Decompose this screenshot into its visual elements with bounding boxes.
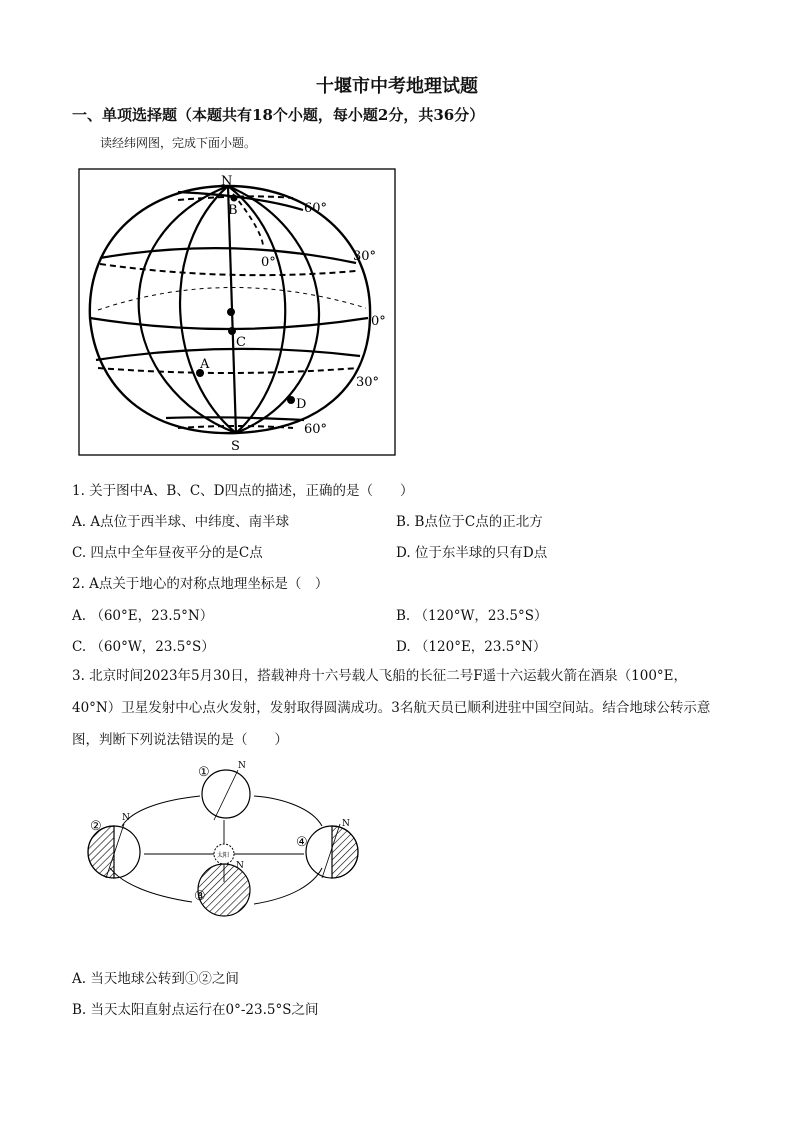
orbit-arc-3-4 (254, 868, 322, 904)
label-lat30s: 30° (356, 375, 380, 390)
orbit-figure (82, 756, 372, 918)
meridian-far-right (228, 186, 319, 433)
question-1-option-c[interactable]: C. 四点中全年昼夜平分的是C点 (72, 545, 263, 561)
meridian-right (228, 186, 285, 433)
point-d-dot (287, 396, 295, 404)
point-b-dot (231, 195, 238, 202)
point-c-dot (228, 327, 236, 335)
label-point-d: D (296, 397, 307, 412)
label-pos4: ④ (296, 835, 308, 850)
question-1-option-a[interactable]: A. A点位于西半球、中纬度、南半球 (72, 514, 290, 530)
latitude-30s-dashed (98, 368, 358, 373)
question-3-option-a[interactable]: A. 当天地球公转到①②之间 (72, 971, 239, 987)
equator-solid (90, 318, 368, 329)
orbit-arc-1-2 (122, 796, 200, 826)
label-prime-meridian: 0° (261, 255, 276, 270)
question-1-option-d[interactable]: D. 位于东半球的只有D点 (396, 545, 548, 561)
graticule-figure (78, 168, 396, 456)
latitude-30s-solid (96, 349, 360, 360)
label-pos1: ① (198, 765, 210, 780)
label-pos2-north: N (122, 813, 130, 823)
question-1-stem: 1. 关于图中A、B、C、D四点的描述，正确的是（ ） (72, 483, 414, 499)
earth-position-3 (198, 864, 250, 916)
label-lat60n: 60° (304, 201, 328, 216)
latitude-30n-solid (100, 248, 356, 263)
meridian-left (180, 186, 236, 433)
question-2-option-c[interactable]: C. （60°W，23.5°S） (72, 639, 215, 655)
label-equator: 0° (371, 314, 386, 329)
orbit-arc-2-3 (110, 868, 192, 902)
label-pos3-north: N (236, 861, 244, 871)
label-point-b: B (228, 203, 238, 218)
label-pos2: ② (90, 819, 102, 834)
page-title: 十堰市中考地理试题 (316, 76, 478, 97)
label-south: S (231, 439, 240, 454)
question-2-option-d[interactable]: D. （120°E，23.5°N） (396, 639, 547, 655)
intro-text: 读经纬网图，完成下面小题。 (100, 136, 257, 150)
question-2-option-a[interactable]: A. （60°E，23.5°N） (72, 608, 214, 624)
sun-label: 太阳 (217, 852, 230, 859)
label-point-a: A (200, 357, 210, 372)
orbit-arc-4-1 (254, 796, 322, 826)
earth-position-4-night (332, 826, 358, 878)
question-2-stem: 2. A点关于地心的对称点地理坐标是（ ） (72, 576, 329, 592)
latitude-30n-dashed (100, 264, 356, 275)
label-lat60s: 60° (304, 422, 328, 437)
label-pos4-north: N (342, 819, 350, 829)
question-1-option-b[interactable]: B. B点位于C点的正北方 (396, 514, 543, 530)
question-3-option-b[interactable]: B. 当天太阳直射点运行在0°-23.5°S之间 (72, 1002, 319, 1018)
section-heading: 一、单项选择题（本题共有18个小题，每小题2分，共36分） (72, 106, 485, 124)
label-pos3: ③ (194, 889, 206, 904)
question-3-stem: 3. 北京时间2023年5月30日，搭载神舟十六号载人飞船的长征二号F遥十六运载火箭在酒泉（100°E，40°N）卫星发射中心点火发射，发射取得圆满成功。3名航天员已顺利进驻中国空间站。结合地球公转示意图，判断下列说法错误的是（ ） (72, 668, 711, 748)
question-2-option-b[interactable]: B. （120°W，23.5°S） (396, 608, 548, 624)
label-lat30n: 30° (353, 249, 377, 264)
meridian-far-left (139, 186, 236, 433)
label-point-c: C (236, 335, 246, 350)
label-pos1-north: N (238, 761, 246, 771)
label-north: N (221, 174, 233, 189)
point-upper-dot (227, 308, 235, 316)
